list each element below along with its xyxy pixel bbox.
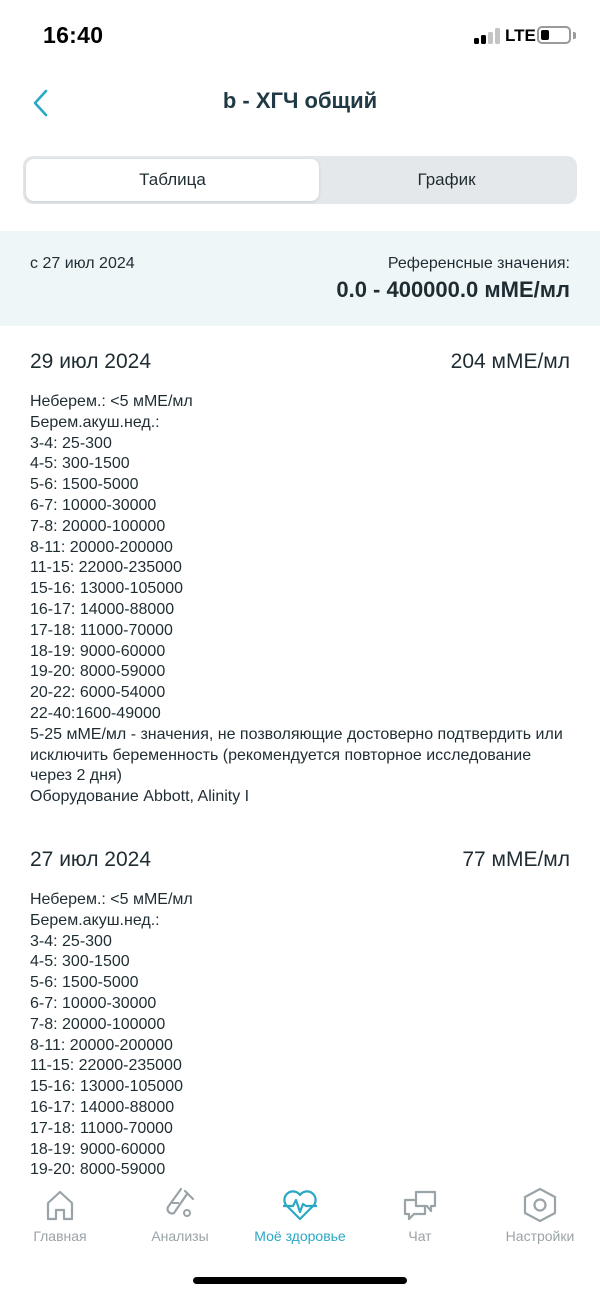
result-notes — [30, 392, 575, 808]
result-note-line: 8-11: 20000-200000 — [30, 538, 173, 556]
result-note-line: 22-40:1600-49000 — [30, 704, 161, 722]
tab-analyses[interactable] — [120, 1182, 240, 1252]
result-note-line: Оборудование Abbott, Alinity I — [30, 788, 250, 806]
result-notes — [30, 890, 575, 1181]
result-note-line: Неберем.: <5 мМЕ/мл — [30, 393, 193, 410]
test-tube-icon — [160, 1186, 200, 1224]
battery-cap — [573, 32, 576, 39]
tab-settings-label: Настройки — [505, 1228, 575, 1244]
result-note-line: Берем.акуш.нед.: — [30, 911, 160, 929]
tab-chart[interactable]: График — [417, 170, 476, 189]
settings-hexagon-icon — [520, 1186, 560, 1224]
result-note-line: 19-20: 8000-59000 — [30, 1161, 166, 1179]
result-note-line: 7-8: 20000-100000 — [30, 1015, 166, 1033]
reference-range: 0.0 - 400000.0 мМЕ/мл — [336, 277, 570, 302]
result-note-line: 18-19: 9000-60000 — [30, 1140, 166, 1158]
result-note-line: 11-15: 22000-235000 — [30, 559, 182, 577]
reference-panel — [0, 231, 600, 326]
result-value: 77 мМЕ/мл — [462, 848, 570, 871]
result-note-line: 17-18: 11000-70000 — [30, 621, 173, 639]
result-note-line: 5-25 мМЕ/мл - значения, не позволяющие достоверно подтвердить или исключить беременность (рекомендуется повторное исследование через 2 дня) — [30, 725, 568, 785]
tab-settings[interactable] — [480, 1182, 600, 1252]
signal-strength-icon — [474, 28, 500, 44]
result-note-line: 16-17: 14000-88000 — [30, 1098, 175, 1116]
status-bar — [0, 0, 600, 70]
result-note-line: 15-16: 13000-105000 — [30, 1078, 184, 1096]
view-segmented-control — [23, 156, 577, 204]
tab-my-health[interactable] — [240, 1182, 360, 1252]
result-note-line: 6-7: 10000-30000 — [30, 496, 157, 514]
result-note-line: 6-7: 10000-30000 — [30, 994, 157, 1012]
chat-icon — [400, 1186, 440, 1224]
tab-home-label: Главная — [33, 1228, 87, 1244]
result-note-line: Берем.акуш.нед.: — [30, 413, 160, 431]
tab-chat-label: Чат — [408, 1228, 432, 1244]
result-note-line: 3-4: 25-300 — [30, 932, 112, 950]
result-note-line: 7-8: 20000-100000 — [30, 517, 166, 535]
result-note-line: 8-11: 20000-200000 — [30, 1036, 173, 1054]
tab-chat[interactable] — [360, 1182, 480, 1252]
home-icon — [40, 1186, 80, 1224]
result-value: 204 мМЕ/мл — [450, 350, 570, 373]
home-indicator — [193, 1277, 407, 1284]
status-time: 16:40 — [43, 22, 104, 48]
heart-pulse-icon — [280, 1186, 320, 1224]
result-note-line: 16-17: 14000-88000 — [30, 600, 175, 618]
result-date: 29 июл 2024 — [30, 350, 152, 373]
result-note-line: 19-20: 8000-59000 — [30, 663, 166, 681]
tab-analyses-label: Анализы — [151, 1228, 209, 1244]
result-note-line: 4-5: 300-1500 — [30, 455, 130, 473]
result-date: 27 июл 2024 — [30, 848, 152, 871]
result-note-line: 18-19: 9000-60000 — [30, 642, 166, 660]
result-note-line: 4-5: 300-1500 — [30, 953, 130, 971]
result-note-line: 5-6: 1500-5000 — [30, 476, 139, 494]
result-note-line: 5-6: 1500-5000 — [30, 974, 139, 992]
battery-icon — [537, 26, 571, 44]
results-list — [0, 326, 600, 1182]
network-type: LTE — [505, 26, 536, 45]
reference-from-date: с 27 июл 2024 — [30, 255, 135, 272]
result-note-line: 3-4: 25-300 — [30, 434, 112, 452]
tab-table[interactable]: Таблица — [26, 159, 319, 201]
tab-my-health-label: Моё здоровье — [254, 1228, 346, 1244]
result-note-line: 11-15: 22000-235000 — [30, 1057, 182, 1075]
tab-home[interactable] — [0, 1182, 120, 1252]
result-note-line: 20-22: 6000-54000 — [30, 684, 166, 702]
result-note-line: 15-16: 13000-105000 — [30, 580, 184, 598]
reference-label: Референсные значения: — [387, 255, 570, 272]
result-note-line: Неберем.: <5 мМЕ/мл — [30, 891, 193, 908]
result-note-line: 17-18: 11000-70000 — [30, 1119, 173, 1137]
page-title: b - ХГЧ общий — [222, 88, 378, 113]
